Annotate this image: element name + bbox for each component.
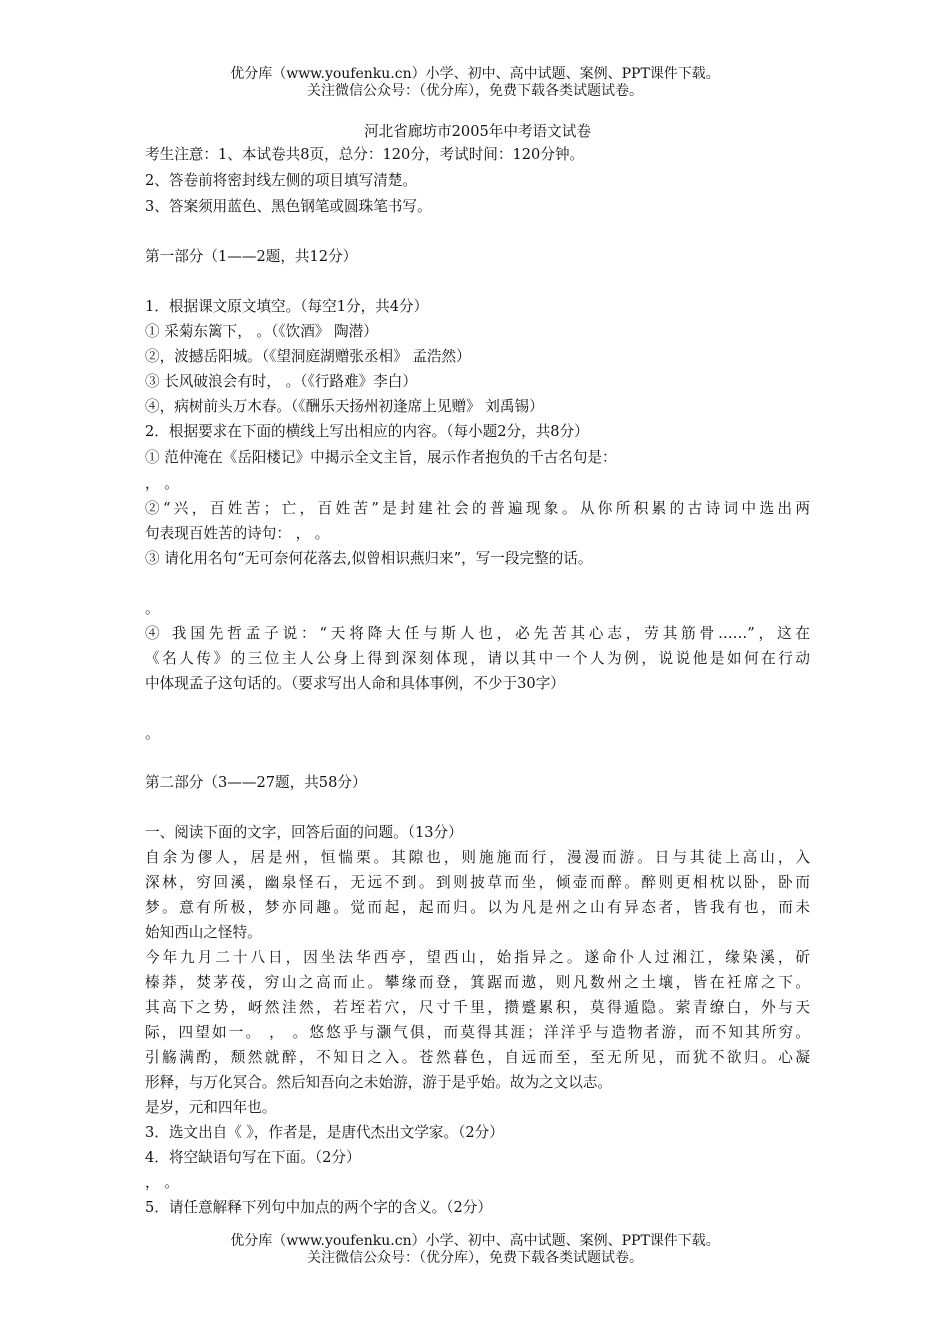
answer-blank: ， 。 [145, 475, 179, 492]
passage-line: 其高下之势，岈然洼然，若垤若穴，尺寸千里，攒蹙累积，莫得遁隐。萦青缭白，外与天 [145, 999, 810, 1016]
answer-blank: 。 [145, 725, 160, 742]
question-1: 1．根据课文原文填空。（每空1分，共4分） [145, 298, 429, 315]
question-2-4-cont: 中体现孟子这句话的。（要求写出人命和具体事例，不少于30字） [145, 675, 565, 692]
passage-line: 是岁，元和四年也。 [145, 1099, 277, 1116]
part2-heading: 第二部分（3——27题，共58分） [145, 774, 367, 791]
question-4: 4．将空缺语句写在下面。（2分） [145, 1149, 361, 1166]
passage-line: 形释，与万化冥合。然后知吾向之未始游，游于是乎始。故为之文以志。 [145, 1074, 613, 1091]
question-1-item: ④，病树前头万木春。（《酬乐天扬州初逢席上见赠》 刘禹锡） [145, 398, 544, 415]
question-1-item: ① 采菊东篱下， 。（《饮酒》 陶潜） [145, 323, 378, 340]
note-line: 3、答案须用蓝色、黑色钢笔或圆珠笔书写。 [145, 198, 432, 215]
page-footer [0, 1233, 950, 1267]
question-2-4-cont: 《名人传》的三位主人公身上得到深刻体现，请以其中一个人为例，说说他是如何在行动 [145, 650, 810, 667]
passage-line: 际，四望如一。 ， 。悠悠乎与灏气俱，而莫得其涯；洋洋乎与造物者游，而不知其所穷。 [145, 1024, 810, 1041]
question-1-item: ②，波撼岳阳城。（《望洞庭湖赠张丞相》 孟浩然） [145, 348, 471, 365]
question-1-item: ③ 长风破浪会有时， 。（《行路难》李白） [145, 373, 417, 390]
passage-line: 榛莽，焚茅茷，穷山之高而止。攀缘而登，箕踞而遨，则凡数州之土壤，皆在衽席之下。 [145, 974, 810, 991]
passage-line: 梦。意有所极，梦亦同趣。觉而起，起而归。以为凡是州之山有异态者，皆我有也，而未 [145, 899, 810, 916]
exam-title: 河北省廊坊市2005年中考语文试卷 [364, 123, 591, 140]
question-3: 3．选文出自《 》，作者是，是唐代杰出文学家。（2分） [145, 1124, 504, 1141]
answer-blank: ， 。 [145, 1174, 179, 1191]
question-2-4: ④ 我国先哲孟子说：“天将降大任与斯人也，必先苦其心志，劳其筋骨……”，这在 [145, 625, 810, 642]
header-line-2: 关注微信公众号：（优分库），免费下载各类试题试卷。 [307, 83, 643, 99]
passage-line: 始知西山之怪特。 [145, 924, 262, 941]
question-2-3: ③ 请化用名句“无可奈何花落去,似曾相识燕归来”，写一段完整的话。 [145, 550, 593, 567]
question-5: 5．请任意解释下列句中加点的两个字的含义。（2分） [145, 1199, 492, 1216]
page-header [0, 66, 950, 100]
part1-heading: 第一部分（1——2题，共12分） [145, 248, 358, 265]
question-2-2: ②“兴，百姓苦；亡，百姓苦”是封建社会的普遍现象。从你所积累的古诗词中选出两 [145, 500, 810, 517]
question-2-2-cont: 句表现百姓苦的诗句： ， 。 [145, 525, 330, 542]
passage-line: 引觞满酌，颓然就醉，不知日之入。苍然暮色，自远而至，至无所见，而犹不欲归。心凝 [145, 1049, 810, 1066]
passage-line: 深林，穷回溪，幽泉怪石，无远不到。到则披草而坐，倾壶而醉。醉则更相枕以卧，卧而 [145, 874, 810, 891]
note-line: 考生注意：1、本试卷共8页，总分：120分，考试时间：120分钟。 [145, 146, 585, 163]
question-2-1: ① 范仲淹在《岳阳楼记》中揭示全文主旨，展示作者抱负的千古名句是： [145, 449, 617, 466]
passage-line: 今年九月二十八日，因坐法华西亭，望西山，始指异之。遂命仆人过湘江，缘染溪，斫 [145, 949, 810, 966]
question-2: 2．根据要求在下面的横线上写出相应的内容。（每小题2分，共8分） [145, 423, 589, 440]
header-line-1: 优分库（www.youfenku.cn）小学、初中、高中试题、案例、PPT课件下载。 [230, 66, 720, 82]
footer-line-2: 关注微信公众号：（优分库），免费下载各类试题试卷。 [307, 1250, 643, 1266]
footer-line-1: 优分库（www.youfenku.cn）小学、初中、高中试题、案例、PPT课件下载。 [230, 1233, 720, 1249]
answer-blank: 。 [145, 600, 160, 617]
passage-line: 自余为僇人，居是州，恒惴栗。其隙也，则施施而行，漫漫而游。日与其徒上高山，入 [145, 849, 810, 866]
note-line: 2、答卷前将密封线左侧的项目填写清楚。 [145, 172, 417, 189]
section-1-heading: 一、阅读下面的文字，回答后面的问题。（13分） [145, 824, 463, 841]
